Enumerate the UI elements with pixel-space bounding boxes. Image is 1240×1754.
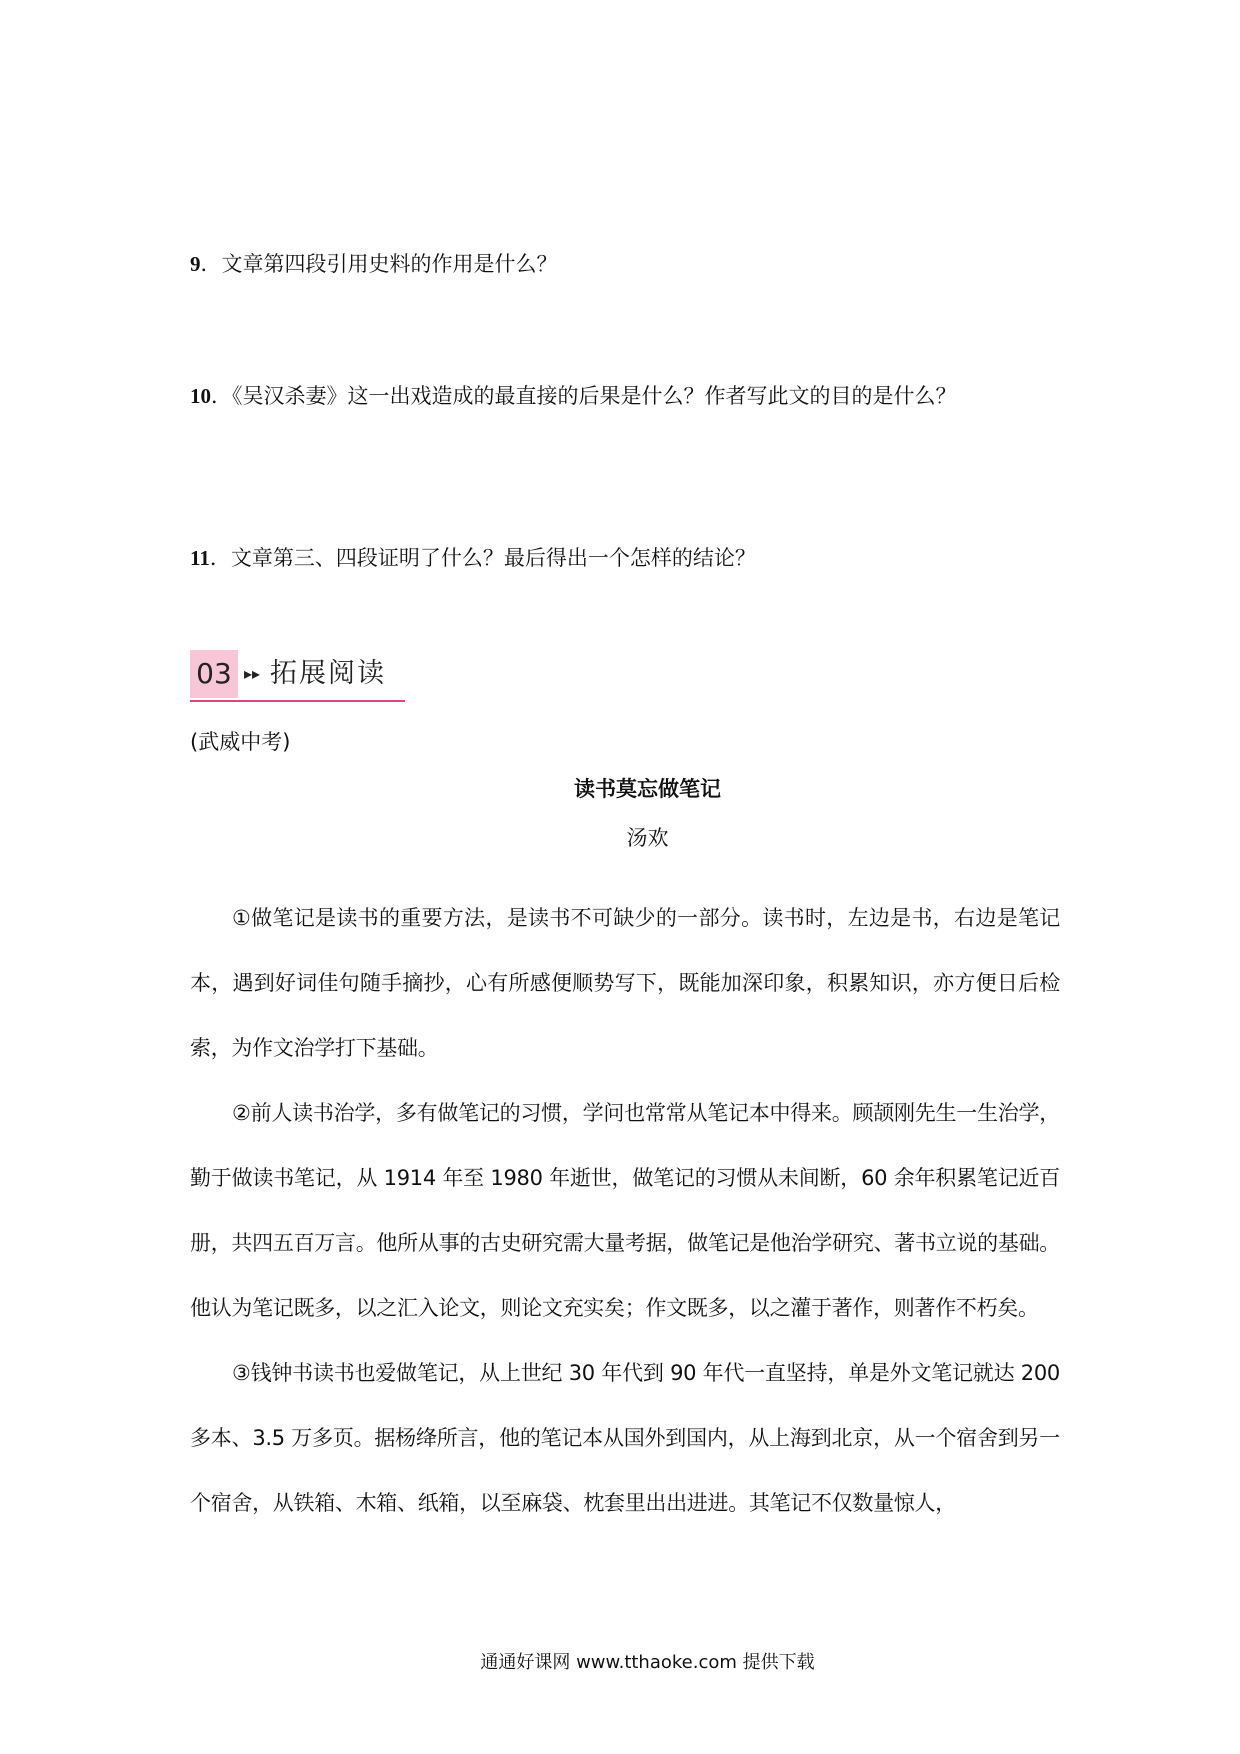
question-text: ．文章第三、四段证明了什么？最后得出一个怎样的结论？ — [209, 546, 756, 570]
article-body — [190, 886, 1060, 1536]
question-text: ．《吴汉杀妻》这一出戏造成的最直接的后果是什么？作者写此文的目的是什么？ — [211, 384, 957, 408]
question-number: 11 — [190, 546, 210, 570]
article-author: 汤欢 — [626, 826, 669, 850]
question-number: 9 — [190, 252, 201, 276]
question-text: ．文章第四段引用史料的作用是什么？ — [200, 252, 558, 276]
question-11 — [190, 544, 756, 572]
section-header — [190, 650, 405, 702]
double-arrow-icon: ▸▸ — [244, 664, 261, 683]
section-title: 拓展阅读 — [270, 658, 386, 689]
question-10 — [190, 382, 957, 410]
question-9 — [190, 250, 558, 278]
source-label: (武威中考) — [190, 730, 291, 754]
paragraph: ③钱钟书读书也爱做笔记，从上世纪 30 年代到 90 年代一直坚持，单是外文笔记就达 200 多本、3.5 万多页。据杨绛所言，他的笔记本从国外到国内，从上海到北京，从一个宿舍到另一个宿舍，从铁箱、木箱、纸箱，以至麻袋、枕套里出出进进。其笔记不仅数量惊人， — [190, 1361, 1060, 1515]
footer-text: 通通好课网 www.tthaoke.com 提供下载 — [480, 1652, 815, 1673]
paragraph: ②前人读书治学，多有做笔记的习惯，学问也常常从笔记本中得来。顾颉刚先生一生治学，勤于做读书笔记，从 1914 年至 1980 年逝世，做笔记的习惯从未间断，60 余年积累笔记近百册，共四五百万言。他所从事的古史研究需大量考据，做笔记是他治学研究、著书立说的基础。他认为笔记既多，以之汇入论文，则论文充实矣；作文既多，以之灌于著作，则著作不朽矣。 — [190, 1101, 1060, 1320]
paragraph: ①做笔记是读书的重要方法，是读书不可缺少的一部分。读书时，左边是书，右边是笔记本，遇到好词佳句随手摘抄，心有所感便顺势写下，既能加深印象，积累知识，亦方便日后检索，为作文治学打下基础。 — [190, 906, 1060, 1060]
article-title: 读书莫忘做笔记 — [574, 777, 721, 801]
section-number: 03 — [190, 650, 238, 698]
question-number: 10 — [190, 384, 211, 408]
